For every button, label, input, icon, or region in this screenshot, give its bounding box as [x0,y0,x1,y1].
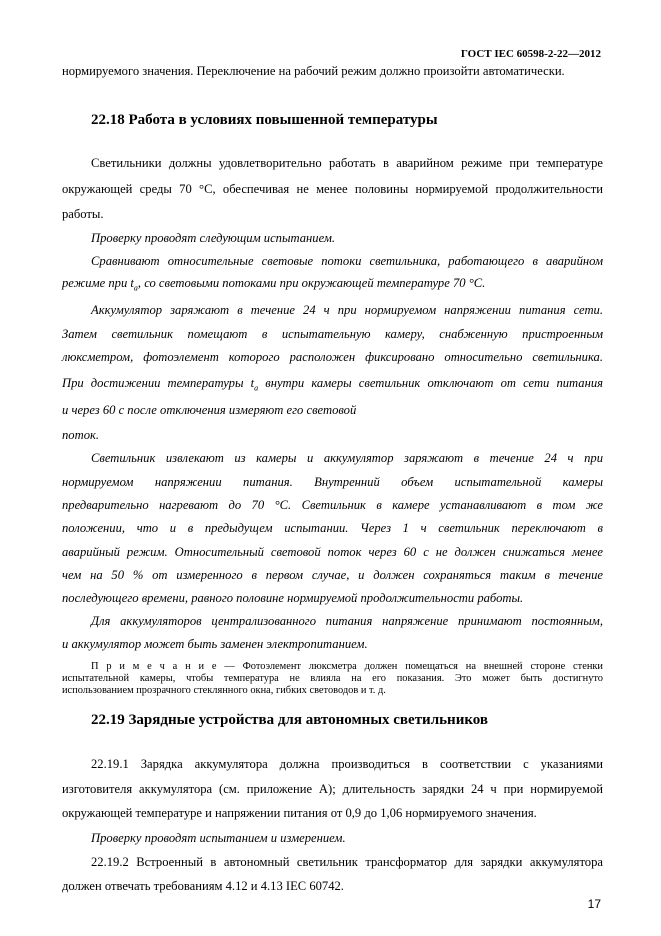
section-heading-22-19: 22.19 Зарядные устройства для автономных светильников [91,712,489,728]
text-line: режиме при $t_a$, со световыми потоками при окружающей температуре 70 °С. [62,276,486,293]
text-line: Проверку проводят испытанием и измерением. [91,831,346,845]
text-line: изготовителя аккумулятора (см. приложение А); длительность зарядки 24 ч при нормируемой [62,782,603,796]
text-line: Для аккумуляторов централизованного питания напряжение принимают постоянным, [91,614,603,628]
text-line: При достижении температуры $t_a$ внутри камеры светильник отключают от сети питания [62,376,603,393]
text-line: Сравнивают относительные световые потоки светильника, работающего в аварийном [91,254,603,268]
text-line: и через 60 с после отключения измеряют его световой [62,403,357,417]
text-line: поток. [62,428,100,442]
text-line: 22.19.1 Зарядка аккумулятора должна производиться в соответствии с указаниями [91,757,603,771]
text-line: и аккумулятор может быть заменен электропитанием. [62,637,368,651]
text-line: нормируемого значения. Переключение на рабочий режим должно произойти автоматически. [62,64,565,78]
text-line: Светильник извлекают из камеры и аккумулятор заряжают в течение 24 ч при [91,451,603,465]
note-line: испытательной камеры, чтобы температура не влияла на его показания. Это может быть достигнуто [62,673,603,684]
text-line: Аккумулятор заряжают в течение 24 ч при нормируемом напряжении питания сети. [91,303,603,317]
text-line: 22.19.2 Встроенный в автономный светильник трансформатор для зарядки аккумулятора [91,855,603,869]
document-header: ГОСТ IEC 60598-2-22—2012 [460,48,601,60]
note-line: П р и м е ч а н и е — Фотоэлемент люксметра должен помещаться на внешней стороне стенки [91,661,603,672]
text-line: окружающей температуре и напряжении питания от 0,9 до 1,06 нормируемого значения. [62,806,537,820]
text-line: предварительно нагревают до 70 °С. Светильник в камере устанавливают в том же [62,498,603,512]
text-line: аварийный режим. Относительный световой поток через 60 с не должен снижаться менее [62,545,603,559]
text-line: работы. [62,207,104,221]
text-line: люксметром, фотоэлемент которого расположен фиксировано относительно светильника. [62,350,603,364]
text-line: чем на 50 % от измеренного в первом случае, и должен сохраняться таким в течение [62,568,603,582]
text-line: Проверку проводят следующим испытанием. [91,231,336,245]
text-line: Светильники должны удовлетворительно работать в аварийном режиме при температуре [91,156,603,170]
page-number: 17 [587,897,601,911]
text-line: положении, что и в предыдущем испытании. Через 1 ч светильник переключают в [62,521,603,535]
text-line: Затем светильник помещают в испытательную камеру, снабженную пристроенным [62,327,603,341]
text-line: должен отвечать требованиям 4.12 и 4.13 IEC 60742. [62,879,344,893]
text-line: последующего времени, равного половине нормируемой продолжительности работы. [62,591,524,605]
text-line: окружающей среды 70 °С, обеспечивая не менее половины нормируемой продолжительности [62,182,603,196]
note-line: использованием прозрачного стеклянного окна, гибких световодов и т. д. [62,685,386,696]
section-heading-22-18: 22.18 Работа в условиях повышенной температуры [91,112,438,128]
text-line: нормируемом напряжении питания. Внутренний объем испытательной камеры [62,475,603,489]
